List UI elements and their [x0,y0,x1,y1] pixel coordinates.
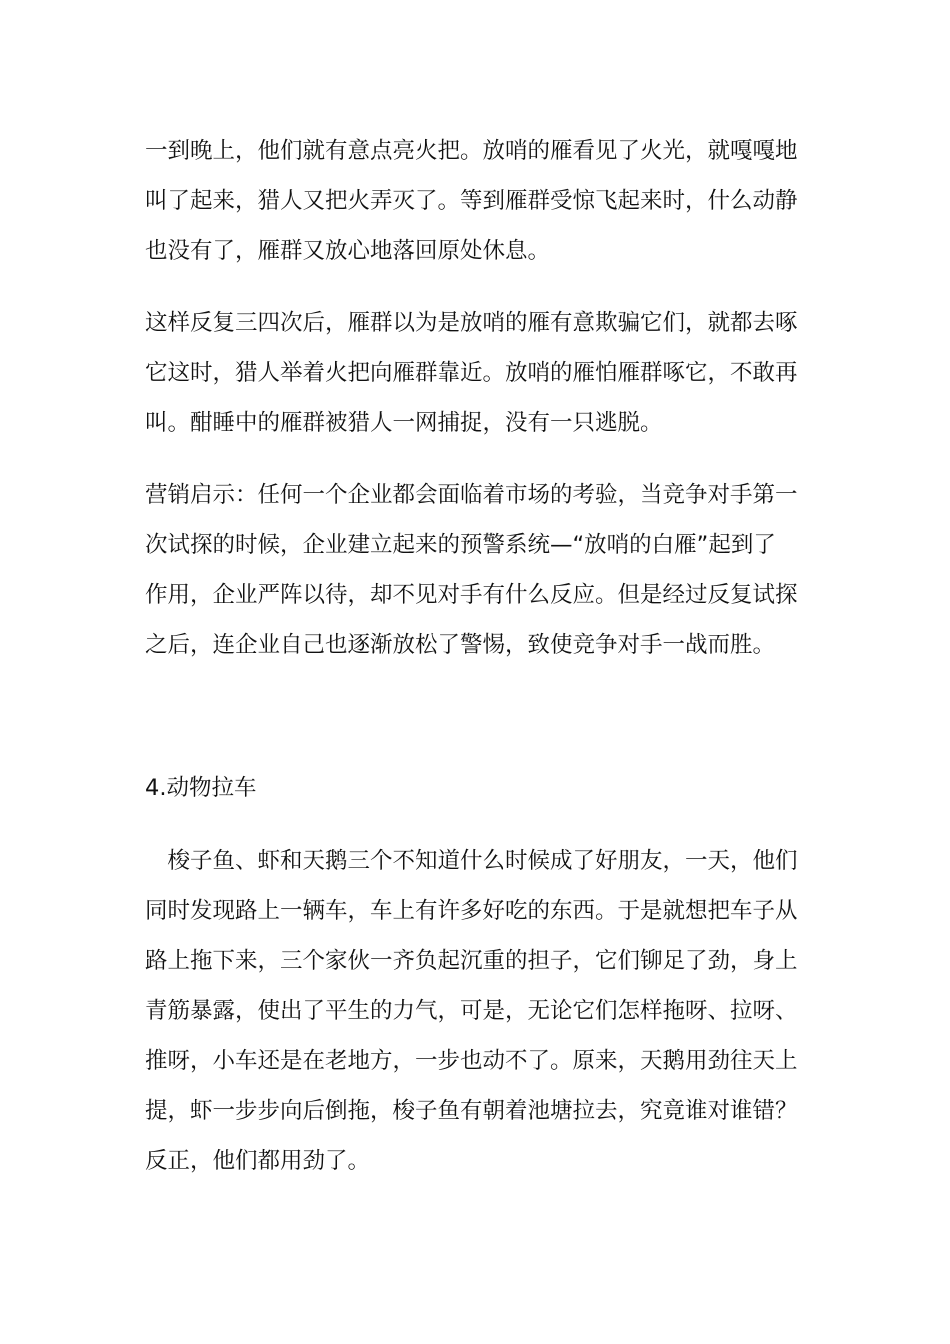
text-line: 一到晚上，他们就有意点亮火把。放哨的雁看见了火光，就嘎嘎地 [145,138,798,164]
section-paragraph [145,836,805,1186]
text-line: 路上拖下来，三个家伙一齐负起沉重的担子，它们铆足了劲，身上 [145,948,798,974]
text-line: 提，虾一步步向后倒拖，梭子鱼有朝着池塘拉去，究竟谁对谁错？ [145,1098,798,1124]
section-heading: 4.动物拉车 [145,775,257,801]
text-line: 叫。酣睡中的雁群被猎人一网捕捉，没有一只逃脱。 [145,410,663,436]
text-line: 次试探的时候，企业建立起来的预警系统—“放哨的白雁”起到了 [145,532,776,558]
marketing-insight-paragraph [145,470,805,670]
text-line: 也没有了，雁群又放心地落回原处休息。 [145,238,551,264]
text-line: 推呀，小车还是在老地方，一步也动不了。原来，天鹅用劲往天上 [145,1048,798,1074]
text-line: 反正，他们都用劲了。 [145,1148,371,1174]
text-line: 梭子鱼、虾和天鹅三个不知道什么时候成了好朋友，一天，他们 [145,848,798,874]
text-line: 叫了起来，猎人又把火弄灭了。等到雁群受惊飞起来时，什么动静 [145,188,798,214]
text-line: 营销启示：任何一个企业都会面临着市场的考验，当竞争对手第一 [145,482,798,508]
text-line: 之后，连企业自己也逐渐放松了警惕，致使竞争对手一战而胜。 [145,632,776,658]
text-line: 它这时，猎人举着火把向雁群靠近。放哨的雁怕雁群啄它，不敢再 [145,360,798,386]
text-line: 这样反复三四次后，雁群以为是放哨的雁有意欺骗它们，就都去啄 [145,310,798,336]
story-paragraph-1 [145,126,805,276]
text-line: 同时发现路上一辆车，车上有许多好吃的东西。于是就想把车子从 [145,898,798,924]
text-line: 青筋暴露，使出了平生的力气，可是，无论它们怎样拖呀、拉呀、 [145,998,798,1024]
text-line: 作用，企业严阵以待，却不见对手有什么反应。但是经过反复试探 [145,582,798,608]
story-paragraph-2 [145,298,805,448]
